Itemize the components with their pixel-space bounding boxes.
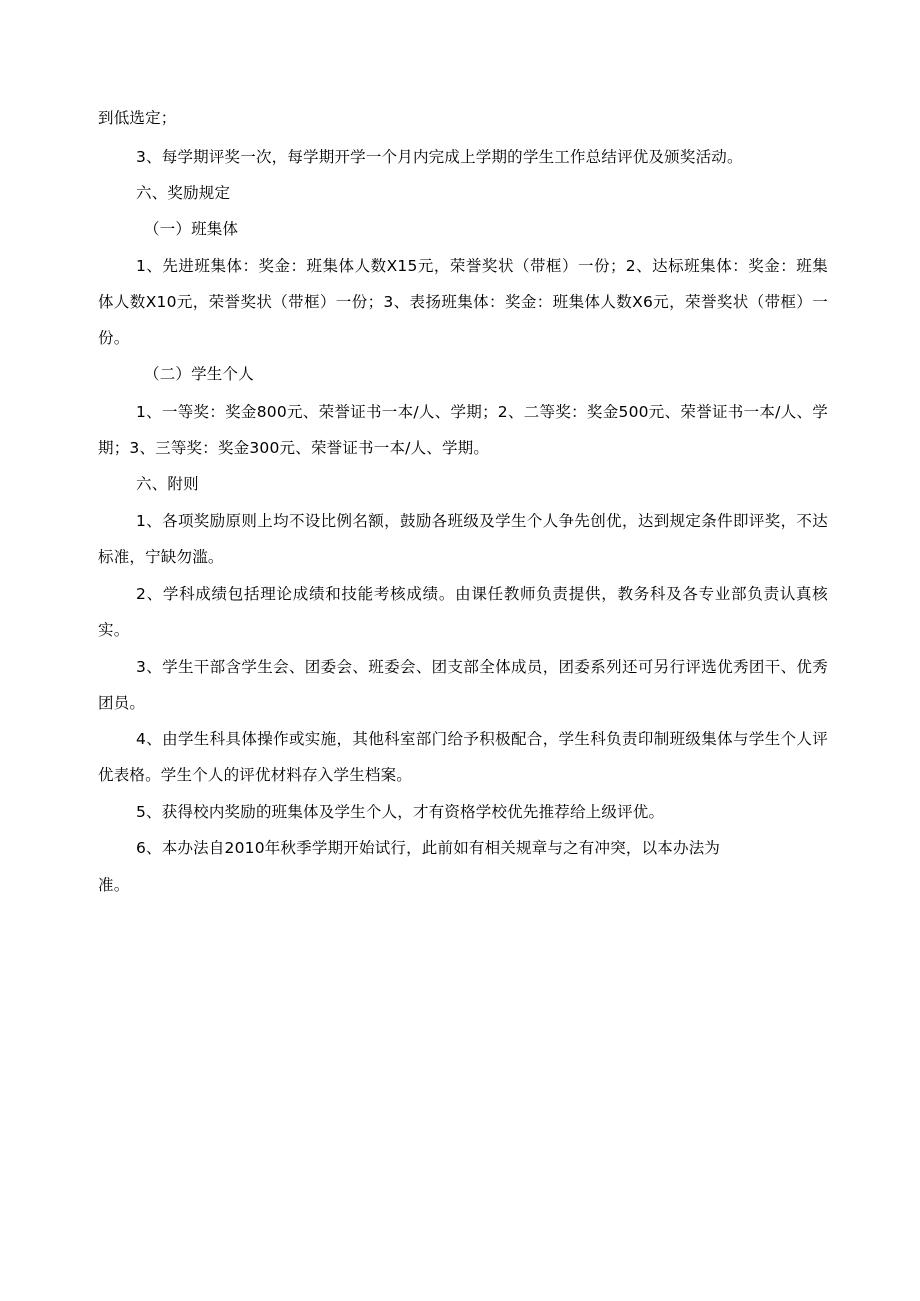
text-line: 3、每学期评奖一次，每学期开学一个月内完成上学期的学生工作总结评优及颁奖活动。 (136, 148, 743, 166)
paragraph: 4、由学生科具体操作或实施，其他科室部门给予积极配合，学生科负责印制班级集体与学生个人评优表格。学生个人的评优材料存入学生档案。 (98, 730, 828, 784)
paragraph: 2、学科成绩包括理论成绩和技能考核成绩。由课任教师负责提供，教务科及各专业部负责认真核实。 (98, 585, 828, 639)
text-line: 6、本办法自2010年秋季学期开始试行，此前如有相关规章与之有冲突，以本办法为 (136, 839, 721, 857)
subsection-heading: （二）学生个人 (144, 365, 254, 383)
subsection-heading: （一）班集体 (144, 220, 239, 238)
text-line: 准。 (98, 876, 130, 894)
section-heading: 六、奖励规定 (136, 184, 231, 202)
text-line: 5、获得校内奖励的班集体及学生个人，才有资格学校优先推荐给上级评优。 (136, 803, 665, 821)
paragraph: 1、一等奖：奖金800元、荣誉证书一本/人、学期；2、二等奖：奖金500元、荣誉证书一本/人、学期；3、三等奖：奖金300元、荣誉证书一本/人、学期。 (98, 403, 828, 457)
text-line: 到低选定； (98, 109, 177, 127)
paragraph: 1、先进班集体：奖金：班集体人数X15元，荣誉奖状（带框）一份；2、达标班集体：奖金：班集体人数X10元，荣誉奖状（带框）一份；3、表扬班集体：奖金：班集体人数X6元，荣誉奖状（带框）一份。 (98, 257, 828, 347)
paragraph: 1、各项奖励原则上均不设比例名额，鼓励各班级及学生个人争先创优，达到规定条件即评奖，不达标准，宁缺勿滥。 (98, 512, 828, 566)
section-heading: 六、附则 (136, 475, 199, 493)
paragraph: 3、学生干部含学生会、团委会、班委会、团支部全体成员，团委系列还可另行评选优秀团干、优秀团员。 (98, 658, 828, 712)
